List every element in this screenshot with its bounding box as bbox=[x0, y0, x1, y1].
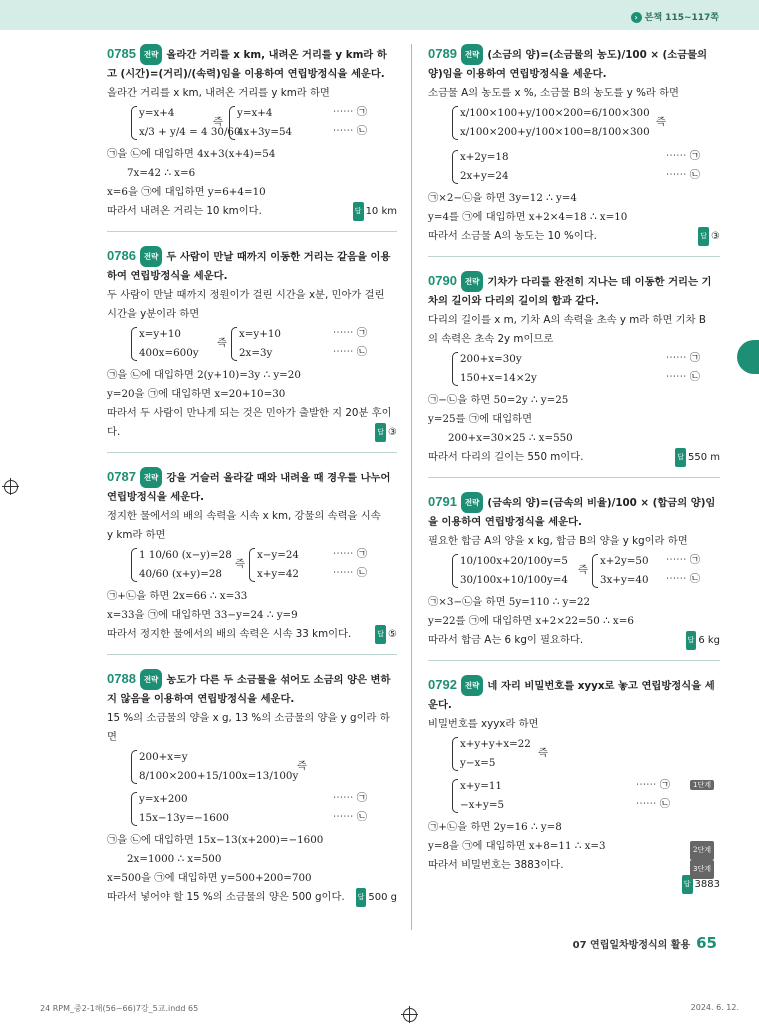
chapter-footer: 07 연립일차방정식의 활용 65 bbox=[572, 934, 717, 952]
arrow-right-icon: › bbox=[631, 12, 642, 23]
step-2-badge: 2단계 bbox=[690, 841, 714, 860]
divider bbox=[107, 231, 397, 232]
answer-0786: 답 ③ bbox=[375, 423, 397, 442]
answer-0791: 답 6 kg bbox=[686, 631, 720, 650]
problem-0785: 0785 전략 올라간 거리를 x km, 내려온 거리를 y km라 하 고 (시간)=(거리)/(속력)임을 이용하여 연립방정식을 세운다. 올라간 거리를 x km, 내려온 거리를 y km라 하면 y=x+4 x/3 + y/4 = 4 30/60 즉 y=x+4 4x+3y=54 ⋯⋯ ㉠ ⋯⋯ ㉡ ㉠을 ㉡에 대입하면 4x+3(x+4)=54 7x=42 ∴ x=6 x=6을 ㉠에 대입하면 y=6+4=10 따라서 내려온 거리는 10 km이다. 답 10 km bbox=[107, 44, 397, 221]
step-3-badge: 3단계 bbox=[690, 860, 714, 879]
answer-0792: 답 3883 bbox=[682, 879, 720, 890]
problem-0791: 0791 전략 (금속의 양)=(금속의 비율)/100 × (합금의 양)임을 이용하여 연립방정식을 세운다. 필요한 합금 A의 양을 x kg, 합금 B의 양을 y kg이라 하면 10/100x+20/100y=5 30/100x+10/100y=4 즉 x+2y=50 3x+y=40 ⋯⋯ ㉠ ⋯⋯ ㉡ ㉠×3−㉡을 하면 5y=110 ∴ y=22 y=22를 ㉠에 대입하면 x+2×22=50 ∴ x=6 따라서 합금 A는 6 kg이 필요하다. 답 6 kg bbox=[428, 492, 720, 650]
problem-0789: 0789 전략 (소금의 양)=(소금물의 농도)/100 × (소금물의 양)임을 이용하여 연립방정식을 세운다. 소금물 A의 농도를 x %, 소금물 B의 농도를 y %라 하면 x/100×100+y/100×200=6/100×300 x/100×200+y/100×100=8/100×300 즉 x+2y=18 2x+y=24 ⋯⋯ ㉠ ⋯⋯ ㉡ ㉠×2−㉡을 하면 3y=12 ∴ y=4 y=4를 ㉠에 대입하면 x+2×4=18 ∴ x=10 따라서 소금물 A의 농도는 10 %이다. 답 ③ bbox=[428, 44, 720, 246]
step-1-badge: 1단계 bbox=[690, 780, 714, 790]
registration-mark-icon bbox=[4, 480, 18, 494]
answer-0790: 답 550 m bbox=[675, 448, 720, 467]
right-column bbox=[428, 44, 720, 904]
answer-0785: 답 10 km bbox=[353, 202, 397, 221]
divider bbox=[428, 660, 720, 661]
problem-0790: 0790 전략 기차가 다리를 완전히 지나는 데 이동한 거리는 기차의 길이와 다리의 길이의 합과 같다. 다리의 길이를 x m, 기차 A의 속력을 초속 y m라 하면 기차 B 의 속력은 초속 2y m이므로 200+x=30y 150+x=14×2y ⋯⋯ ㉠ ⋯⋯ ㉡ ㉠−㉡을 하면 50=2y ∴ y=25 y=25를 ㉠에 대입하면 200+x=30×25 ∴ x=550 따라서 다리의 길이는 550 m이다. 답 550 m bbox=[428, 271, 720, 467]
divider bbox=[107, 654, 397, 655]
answer-0788: 답 500 g bbox=[356, 888, 397, 907]
answer-0789: 답 ③ bbox=[698, 227, 720, 246]
divider bbox=[107, 452, 397, 453]
problem-0792: 0792 전략 네 자리 비밀번호를 xyyx로 놓고 연립방정식을 세운다. 비밀번호를 xyyx라 하면 x+y+y+x=22 y−x=5 즉 x+y=11 −x+y=5 ⋯⋯ ㉠ ⋯⋯ ㉡ 1단계 ㉠+㉡을 하면 2y=16 ∴ y=8 y=8을 ㉠에 대입하면 x+8=11 ∴ x=3 2단계 따라서 비밀번호는 3883이다. 3단계 답 3883 bbox=[428, 675, 720, 894]
left-column bbox=[107, 44, 397, 917]
problem-0787: 0787 전략 강을 거슬러 올라갈 때와 내려올 때 경우를 나누어 연립방정식을 세운다. 정지한 물에서의 배의 속력을 시속 x km, 강물의 속력을 시속 y km라 하면 1 10/60 (x−y)=28 40/60 (x+y)=28 즉 x−y=24 x+y=42 ⋯⋯ ㉠ ⋯⋯ ㉡ ㉠+㉡을 하면 2x=66 ∴ x=33 x=33을 ㉠에 대입하면 33−y=24 ∴ y=9 따라서 정지한 물에서의 배의 속력은 시속 33 km이다. 답 ⑤ bbox=[107, 467, 397, 644]
file-info: 24 RPM_중2-1해(56~66)7강_5교.indd 65 bbox=[40, 1004, 199, 1013]
page-reference: › 본책 115~117쪽 bbox=[631, 10, 719, 23]
column-divider bbox=[411, 44, 412, 930]
answer-0787: 답 ⑤ bbox=[375, 625, 397, 644]
registration-mark-icon bbox=[403, 1008, 417, 1022]
divider bbox=[428, 256, 720, 257]
problem-0786: 0786 전략 두 사람이 만날 때까지 이동한 거리는 같음을 이용하여 연립방정식을 세운다. 두 사람이 만날 때까지 정원이가 걸린 시간을 x분, 민아가 걸린 시간을 y분이라 하면 x=y+10 400x=600y 즉 x=y+10 2x=3y ⋯⋯ ㉠ ⋯⋯ ㉡ ㉠을 ㉡에 대입하면 2(y+10)=3y ∴ y=20 y=20을 ㉠에 대입하면 x=20+10=30 따라서 두 사람이 만나게 되는 것은 민아가 출발한 지 20분 후이 다. 답 ③ bbox=[107, 246, 397, 442]
print-date: 2024. 6. 12. bbox=[690, 1003, 739, 1012]
divider bbox=[428, 477, 720, 478]
chapter-side-tab bbox=[737, 340, 759, 374]
problem-0788: 0788 전략 농도가 다른 두 소금물을 섞어도 소금의 양은 변하지 않음을 이용하여 연립방정식을 세운다. 15 %의 소금물의 양을 x g, 13 %의 소금물의 양을 y g이라 하 면 200+x=y 8/100×200+15/100x=13/100y 즉 y=x+200 15x−13y=−1600 ⋯⋯ ㉠ ⋯⋯ ㉡ ㉠을 ㉡에 대입하면 15x−13(x+200)=−1600 2x=1000 ∴ x=500 x=500을 ㉠에 대입하면 y=500+200=700 따라서 넣어야 할 15 %의 소금물의 양은 500 g이다. 답 500 g bbox=[107, 669, 397, 907]
page-number: 65 bbox=[696, 934, 717, 952]
